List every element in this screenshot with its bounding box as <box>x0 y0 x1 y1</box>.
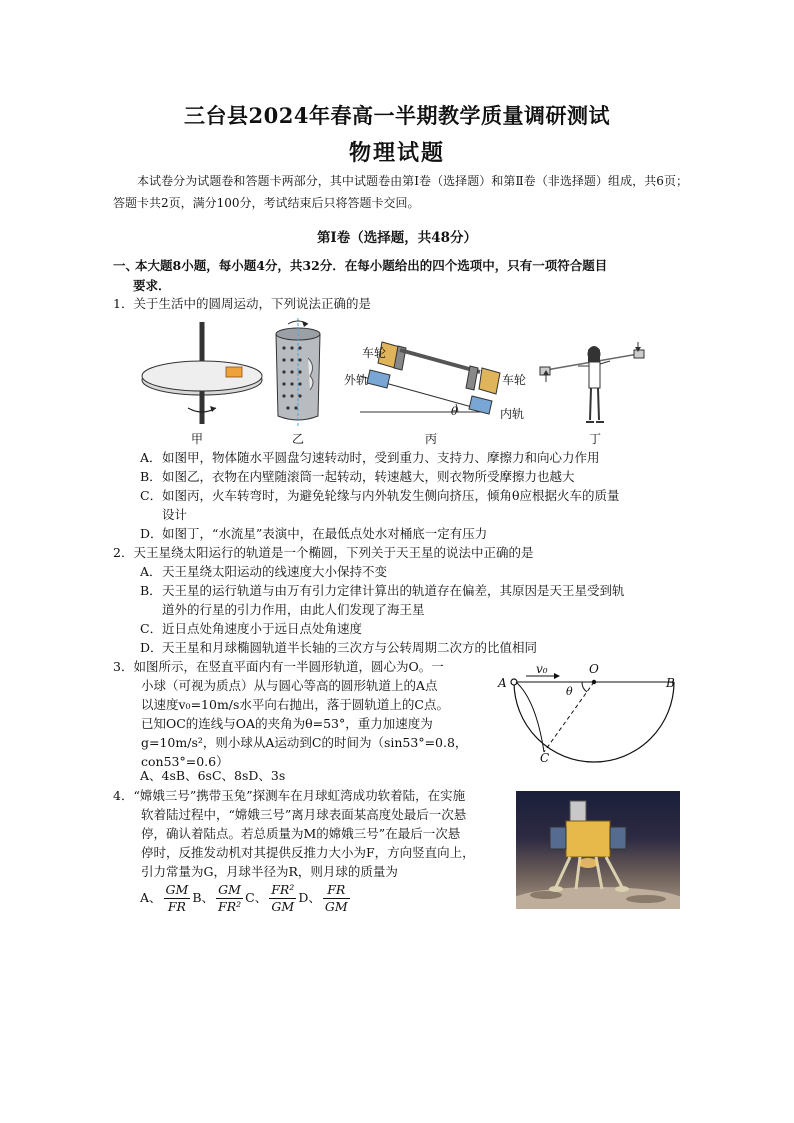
label-wheel-right: 车轮 <box>502 373 527 387</box>
q3-answer-options[interactable]: A、4sB、6sC、8sD、3s <box>140 768 286 783</box>
label-wheel-left: 车轮 <box>362 346 387 360</box>
figure-yi-washing-drum <box>268 316 328 431</box>
q2-option-d[interactable]: D．天王星和月球椭圆轨道半长轴的三次方与公转周期二次方的比值相同 <box>140 640 538 655</box>
q4-option-a-label: A、 <box>140 890 162 905</box>
section-heading-line-2: 要求． <box>133 278 171 293</box>
section-title: 第Ⅰ卷（选择题，共48分） <box>316 230 478 246</box>
section-heading <box>113 256 688 296</box>
figure-q3-semicircle <box>496 660 690 770</box>
q2-option-c[interactable]: C．近日点处角速度小于远日点处角速度 <box>140 621 363 636</box>
lunar-lander-illustration <box>516 791 680 909</box>
label-jia: 甲 <box>191 432 204 446</box>
q3-label-b: B <box>666 676 675 690</box>
q4-option-c-fraction[interactable]: $\frac{\text{FR²}}{GM}$ <box>271 882 295 914</box>
q4-option-d-fraction[interactable]: $\frac{FR}{GM}$ <box>324 882 348 914</box>
label-bing: 丙 <box>425 432 438 446</box>
lunar-lander-photo <box>516 791 680 909</box>
section-heading-line-1: 本大题8小题，每小题4分，共32分．在每小题给出的四个选项中，只有一项符合题目 <box>135 258 608 273</box>
q1-option-b[interactable]: B．如图乙，衣物在内壁随滚筒一起转动，转速越大，则衣物所受摩擦力也越大 <box>140 469 575 484</box>
q3-label-a: A <box>498 676 507 690</box>
q1-option-c-cont: 设计 <box>162 507 188 522</box>
q4-option-a-fraction[interactable]: $\frac{GM}{FR}$ <box>165 882 189 914</box>
intro-line-2: 成，共6页；答题卡共2页，满分100分，考试结束后只将答题卡交回。 <box>113 174 688 210</box>
question-4-stem: 4．“嫦娥三号”携带玉兔”探测车在月球虹湾成功软着陆，在实施 软着陆过程中，“嫦娥三号”离月球表面某高度处最后一次悬 停，确认着陆点。若总质量为M的嫦娥三号”在最后一次悬 停时，反推发动机对其提供反推力大小为F，方向竖直向上， 引力常量为G，月球半径为R，则月球的质量为 <box>113 788 475 879</box>
q1-option-c[interactable]: C．如图丙，火车转弯时，为避免轮缘与内外轨发生侧向挤压，倾角θ应根据火车的质量 <box>140 488 620 503</box>
q3-label-v0: v₀ <box>536 662 548 676</box>
question-3-stem: 3．如图所示，在竖直平面内有一半圆形轨道，圆心为O。一 小球（可视为质点）从与圆心等高的圆形轨道上的A点 以速度v₀=10m/s水平向右抛出，落于圆轨道上的C点。 已知OC的连线与OA的夹角为θ=53°，重力加速度为 g=10m/s²，则小球从A运动到C的时间为（sin53°=0.8， con53°=0.6） <box>113 659 468 769</box>
q1-option-a[interactable]: A．如图甲，物体随水平圆盘匀速转动时，受到重力、支持力、摩擦力和向心力作用 <box>140 450 600 465</box>
q2-option-a[interactable]: A．天王星绕太阳运动的线速度大小保持不变 <box>140 564 388 579</box>
question-2-stem: 2．天王星绕太阳运行的轨道是一个椭圆，下列关于天王星的说法中正确的是 <box>113 545 534 560</box>
exam-subtitle: 物理试题 <box>348 140 445 166</box>
q2-option-b[interactable]: B．天王星的运行轨道与由万有引力定律计算出的轨道存在偏差，其原因是天王星受到轨 <box>140 583 625 598</box>
label-outer-rail: 外轨 <box>344 373 369 387</box>
q4-option-c-label: C、 <box>245 890 268 905</box>
q4-options <box>140 882 352 915</box>
exam-title: 三台县2024年春高一半期教学质量调研测试 <box>184 103 610 128</box>
section-number: 一、 <box>113 258 139 273</box>
q4-option-b-label: B、 <box>192 890 215 905</box>
intro-paragraph <box>113 170 688 214</box>
q2-option-b-cont: 道外的行星的引力作用，由此人们发现了海王星 <box>162 602 425 617</box>
q4-option-b-fraction[interactable]: $\frac{GM}{\text{FR²}}$ <box>218 882 242 914</box>
label-ding: 丁 <box>589 432 602 446</box>
figure-ding-water-meteor <box>538 340 648 430</box>
label-theta-bing: θ <box>451 405 458 418</box>
intro-line-1: 本试卷分为试题卷和答题卡两部分，其中试题卷由第Ⅰ卷（选择题）和第Ⅱ卷（非选择题）组 <box>137 174 621 188</box>
q4-option-d-label: D、 <box>298 890 321 905</box>
q3-label-c: C <box>540 751 550 765</box>
q1-option-d[interactable]: D．如图丁，“水流星”表演中，在最低点处水对桶底一定有压力 <box>140 526 488 541</box>
q3-label-o: O <box>589 662 599 676</box>
q3-label-theta: θ <box>566 685 573 698</box>
question-1-stem: 1．关于生活中的圆周运动，下列说法正确的是 <box>113 296 371 311</box>
label-yi: 乙 <box>292 432 305 446</box>
label-inner-rail: 内轨 <box>500 407 525 421</box>
figure-jia-rotating-disk <box>138 318 266 428</box>
